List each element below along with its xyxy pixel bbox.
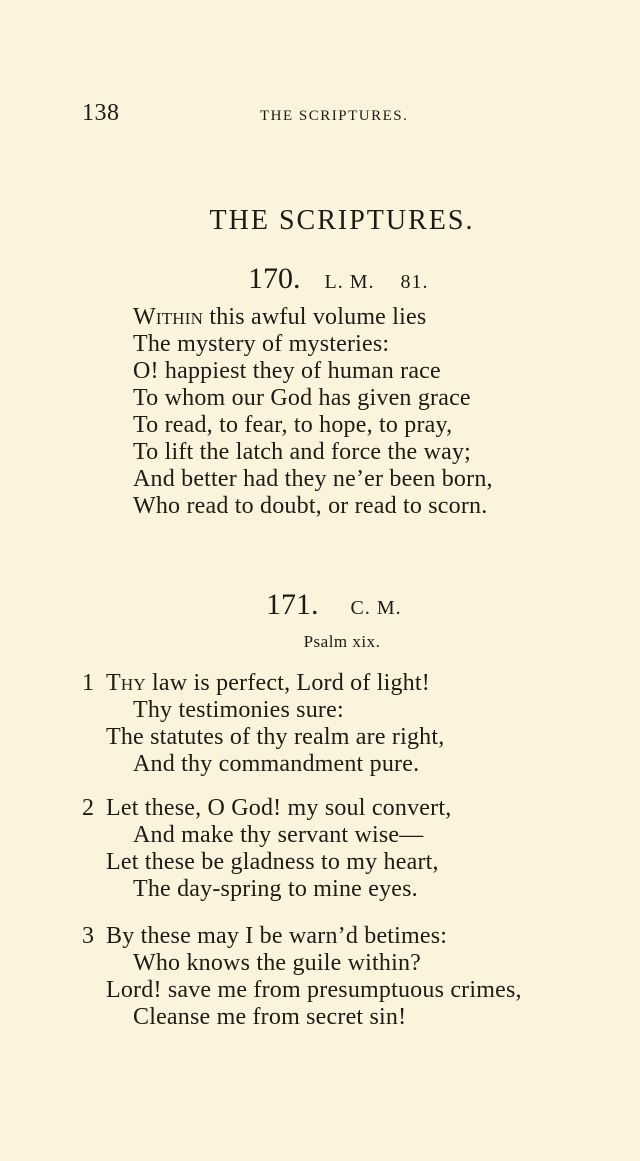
verse-line <box>106 977 522 1004</box>
verse-text: Who knows the guile within? <box>133 950 422 976</box>
verse-text: Cleanse me from secret sin! <box>133 1004 407 1030</box>
verse-line <box>133 385 471 412</box>
verse-line <box>133 466 493 493</box>
verse-line <box>133 697 344 724</box>
running-title: THE SCRIPTURES. <box>260 108 409 124</box>
verse-line <box>133 493 487 520</box>
section-title: THE SCRIPTURES. <box>209 205 475 236</box>
verse-text: Thy testimonies sure: <box>133 697 344 723</box>
verse-text: O! happiest they of human race <box>133 358 441 384</box>
verse-text: By these may I be warn’d betimes: <box>106 923 448 949</box>
verse-line <box>133 751 419 778</box>
verse-line <box>106 849 439 876</box>
verse-line <box>133 822 423 849</box>
verse-line <box>106 670 430 697</box>
verse-line <box>106 724 444 751</box>
verse-text: And thy commandment pure. <box>133 751 420 777</box>
verse-line <box>133 876 418 903</box>
verse-line <box>133 412 452 439</box>
verse-text: The mystery of mysteries: <box>133 331 390 357</box>
verse-text: law is perfect, Lord of light! <box>145 670 430 696</box>
verse-text: The day-spring to mine eyes. <box>133 876 418 902</box>
stanza-number: 1 <box>82 670 94 696</box>
verse-lead-word: Thy <box>106 670 146 696</box>
verse-text: Let these, O God! my soul convert, <box>106 795 452 821</box>
hymn-tune: 81. <box>400 271 429 293</box>
verse-text: this awful volume lies <box>203 304 427 330</box>
verse-text: To read, to fear, to hope, to pray, <box>133 412 453 438</box>
verse-text: To whom our God has given grace <box>133 385 471 411</box>
verse-text: Let these be gladness to my heart, <box>106 849 439 875</box>
verse-text: And better had they ne’er been born, <box>133 466 493 492</box>
verse-line <box>133 439 471 466</box>
verse-line <box>133 1004 406 1031</box>
verse-lead-word: Within <box>133 304 204 330</box>
hymn-number: 171. <box>266 588 319 621</box>
hymn-number: 170. <box>248 262 301 295</box>
hymn-meter: C. M. <box>350 597 402 619</box>
hymn-meter: L. M. <box>324 271 375 293</box>
verse-text: The statutes of thy realm are right, <box>106 724 445 750</box>
verse-line <box>106 795 451 822</box>
stanza-number: 2 <box>82 795 94 821</box>
verse-line <box>106 923 447 950</box>
verse-text: To lift the latch and force the way; <box>133 439 472 465</box>
page-number: 138 <box>82 100 120 126</box>
verse-line <box>133 304 426 331</box>
hymn-heading <box>266 588 640 622</box>
running-head <box>82 100 640 130</box>
psalm-subtitle: Psalm xix. <box>303 632 381 651</box>
verse-text: And make thy servant wise— <box>133 822 424 848</box>
verse-line <box>133 331 389 358</box>
verse-line <box>133 358 441 385</box>
hymn-heading <box>248 262 640 296</box>
verse-line <box>133 950 421 977</box>
stanza-number: 3 <box>82 923 94 949</box>
verse-text: Who read to doubt, or read to scorn. <box>133 493 488 519</box>
verse-text: Lord! save me from presumptuous crimes, <box>106 977 522 1003</box>
